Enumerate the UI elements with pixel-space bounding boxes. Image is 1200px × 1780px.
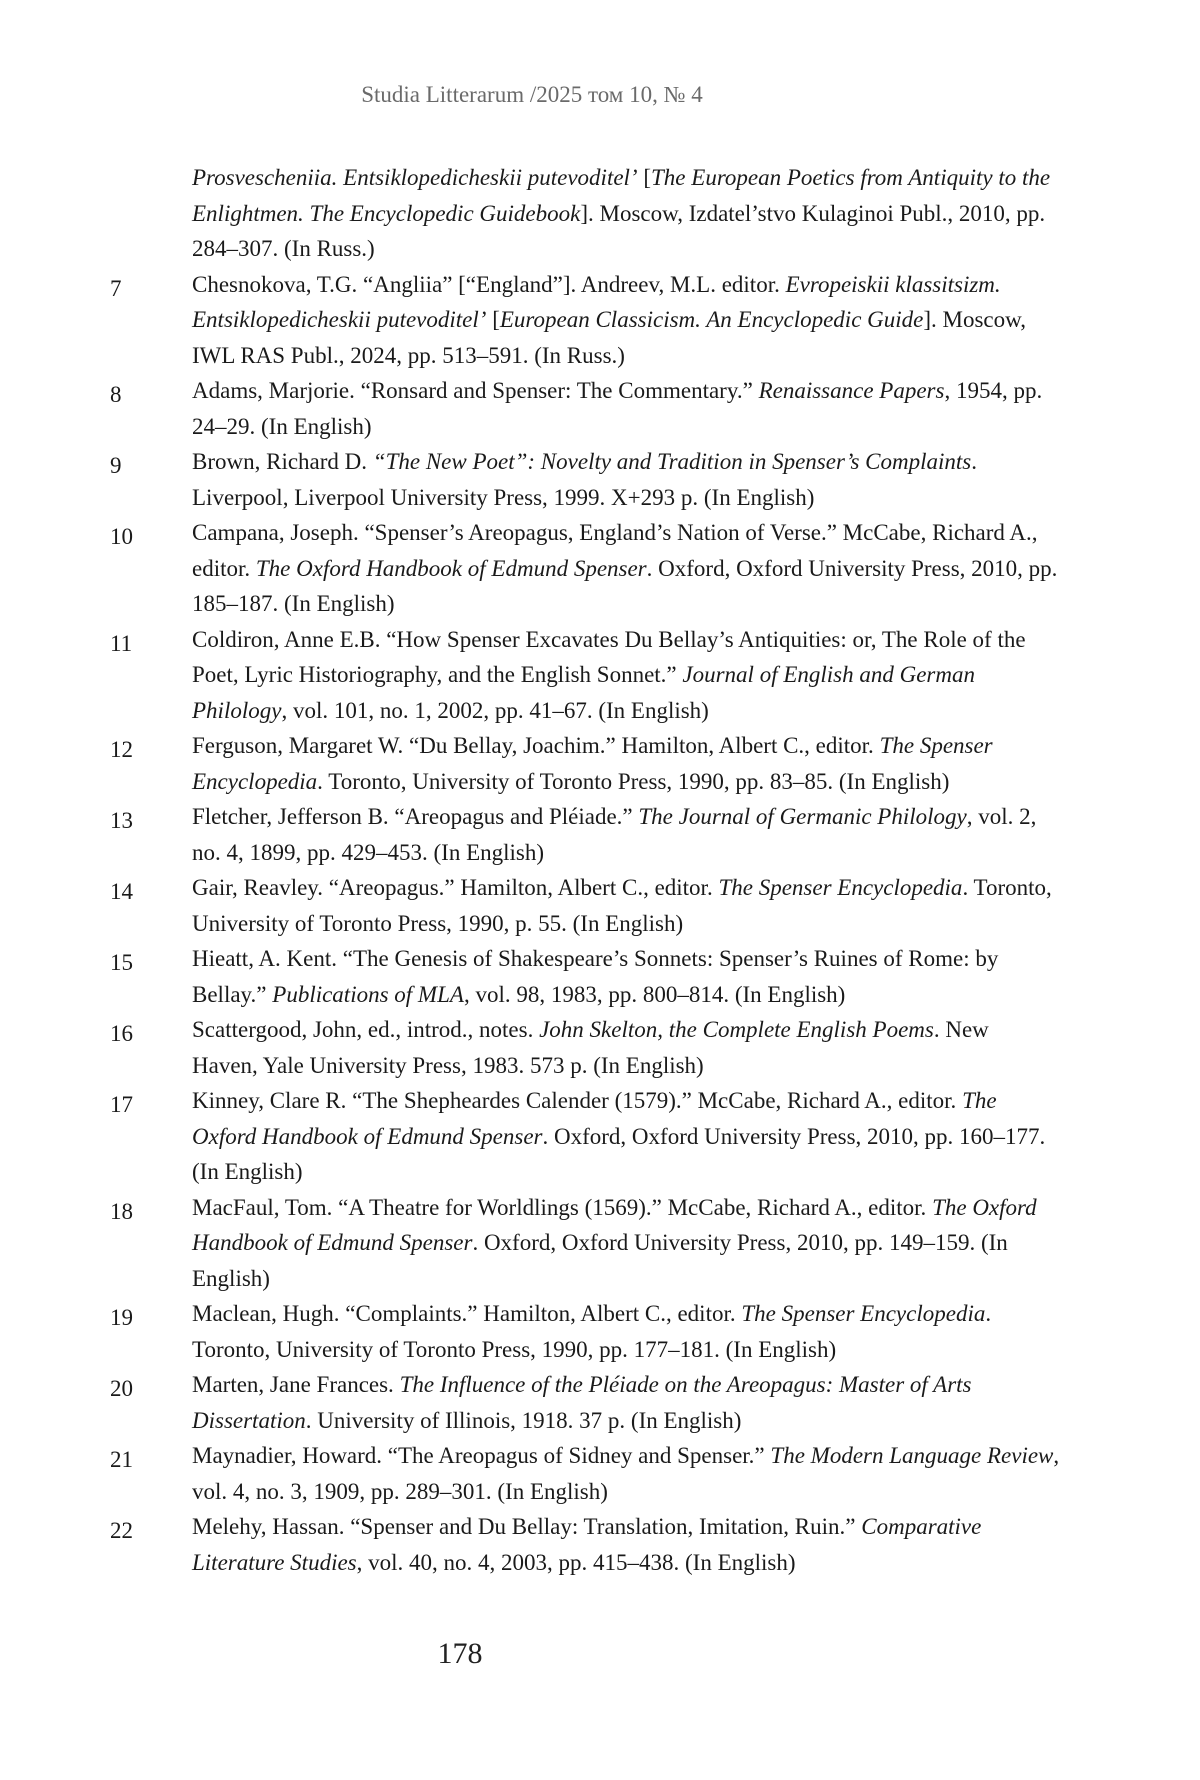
reference-number: 16 xyxy=(110,1021,133,1046)
reference-text-segment: MacFaul, Tom. “A Theatre for Worldlings (1569).” McCabe, Richard A., editor. xyxy=(192,1194,933,1220)
reference-number: 22 xyxy=(110,1518,133,1543)
reference-text xyxy=(192,515,1060,622)
reference-title-italic: Prosvescheniia. Entsiklopedicheskii putevoditel’ xyxy=(192,165,638,190)
reference-number: 18 xyxy=(110,1198,133,1224)
reference-title-italic: Evropeiskii klassitsizm. Entsiklopedicheskii putevoditel’ xyxy=(192,271,1001,332)
reference-number: 17 xyxy=(110,1092,133,1117)
reference-text-segment: . Toronto, University of Toronto Press, 1990, pp. 83–85. (In English) xyxy=(317,768,950,794)
reference-text-segment: Ferguson, Margaret W. “Du Bellay, Joachim.” Hamilton, Albert C., editor. xyxy=(192,733,880,758)
page-number: 178 xyxy=(437,1637,483,1670)
reference-text xyxy=(192,799,1060,870)
reference-number: 14 xyxy=(110,879,133,904)
reference-number: 8 xyxy=(110,382,122,407)
reference-title-italic: The European Poetics from Antiquity to the Enlightmen. The Encyclopedic Guidebook xyxy=(192,165,1051,226)
reference-text-segment: , vol. 4, no. 3, 1909, pp. 289–301. (In English) xyxy=(192,1443,1060,1504)
reference-text-segment: , 1954, pp. 24–29. (In English) xyxy=(192,378,1043,439)
reference-text-segment: , vol. 98, 1983, pp. 800–814. (In English) xyxy=(463,981,846,1007)
reference-text-segment: . Liverpool, Liverpool University Press, 1999. X+293 p. (In English) xyxy=(192,449,977,510)
reference-entry xyxy=(110,1367,1060,1438)
reference-entry xyxy=(110,267,1060,374)
reference-title-italic: The Modern Language Review xyxy=(770,1443,1054,1468)
reference-title-italic: The Oxford Handbook of Edmund Spenser xyxy=(192,1088,997,1149)
reference-entry xyxy=(110,444,1060,515)
reference-text-segment: Hieatt, A. Kent. “The Genesis of Shakespeare’s Sonnets: Spenser’s Ruines of Rome: by Bellay.” xyxy=(192,946,999,1007)
reference-entry xyxy=(110,870,1060,941)
reference-text-segment: . Oxford, Oxford University Press, 2010, pp. 149–159. (In English) xyxy=(192,1230,1008,1291)
reference-text-segment: [ xyxy=(486,307,500,332)
reference-text xyxy=(192,870,1060,941)
running-header: Studia Litterarum /2025 том 10, № 4 xyxy=(361,82,703,107)
reference-list xyxy=(110,160,1060,1580)
reference-entry xyxy=(110,515,1060,622)
reference-text-segment: . Oxford, Oxford University Press, 2010, pp. 160–177. (In English) xyxy=(192,1123,1046,1184)
reference-text-segment: , vol. 101, no. 1, 2002, pp. 41–67. (In English) xyxy=(281,697,709,723)
reference-text-segment: Fletcher, Jefferson B. “Areopagus and Pléiade.” xyxy=(192,804,639,829)
reference-entry xyxy=(110,1083,1060,1190)
reference-text-segment: Brown, Richard D. xyxy=(192,449,373,474)
reference-text xyxy=(192,728,1060,799)
reference-text xyxy=(192,1012,1060,1083)
reference-text-segment: Scattergood, John, ed., introd., notes. xyxy=(192,1017,540,1042)
reference-text xyxy=(192,622,1060,729)
reference-text xyxy=(192,1083,1060,1190)
reference-entry xyxy=(110,1296,1060,1367)
reference-title-italic: Journal of English and German Philology xyxy=(192,662,975,723)
reference-title-italic: The Oxford Handbook of Edmund Spenser xyxy=(192,1194,1037,1255)
reference-number: 13 xyxy=(110,808,133,833)
reference-entry xyxy=(110,622,1060,729)
reference-text-segment: , vol. 2, no. 4, 1899, pp. 429–453. (In English) xyxy=(192,804,1037,865)
reference-text xyxy=(192,1190,1060,1297)
reference-title-italic: The Journal of Germanic Philology xyxy=(638,804,967,829)
reference-text-segment: . Oxford, Oxford University Press, 2010, pp. 185–187. (In English) xyxy=(192,555,1058,616)
reference-text-segment: Marten, Jane Frances. xyxy=(192,1372,400,1397)
reference-title-italic: “The New Poet”: Novelty and Tradition in Spenser’s Complaints xyxy=(372,449,972,474)
reference-title-italic: European Classicism. An Encyclopedic Guide xyxy=(499,307,924,332)
reference-number: 15 xyxy=(110,950,133,975)
reference-number: 11 xyxy=(110,630,133,656)
reference-text-segment: [ xyxy=(637,165,652,190)
reference-title-italic: Publications of MLA xyxy=(272,981,464,1007)
reference-text-segment: Chesnokova, T.G. “Angliia” [“England”]. Andreev, M.L. editor. xyxy=(192,271,786,297)
reference-number: 9 xyxy=(110,453,122,478)
reference-text-segment: Maclean, Hugh. “Complaints.” Hamilton, Albert C., editor. xyxy=(192,1301,742,1326)
reference-text-segment: . University of Illinois, 1918. 37 p. (In English) xyxy=(305,1407,742,1433)
reference-text xyxy=(192,373,1060,444)
reference-text-segment: ]. Moscow, Izdatel’stvo Kulaginoi Publ., 2010, pp. 284–307. (In Russ.) xyxy=(192,200,1046,261)
reference-number xyxy=(110,160,192,164)
reference-title-italic: The Spenser Encyclopedia xyxy=(718,875,963,900)
reference-entry xyxy=(110,1438,1060,1509)
reference-title-italic: The Influence of the Pléiade on the Areopagus: Master of Arts Dissertation xyxy=(192,1372,972,1433)
reference-text-segment: Maynadier, Howard. “The Areopagus of Sidney and Spenser.” xyxy=(192,1443,771,1468)
reference-title-italic: Comparative Literature Studies xyxy=(192,1514,982,1575)
reference-title-italic: Renaissance Papers xyxy=(758,378,945,403)
reference-text xyxy=(192,1367,1060,1438)
reference-title-italic: John Skelton, the Complete English Poems xyxy=(539,1017,934,1042)
reference-entry xyxy=(110,1190,1060,1297)
reference-text-segment: . Toronto, University of Toronto Press, 1990, p. 55. (In English) xyxy=(192,875,1052,936)
reference-entry xyxy=(110,799,1060,870)
reference-entry xyxy=(110,373,1060,444)
reference-entry xyxy=(110,160,1060,267)
reference-text xyxy=(192,444,1060,515)
reference-text-segment: ]. Moscow, IWL RAS Publ., 2024, pp. 513–591. (In Russ.) xyxy=(192,307,1027,368)
reference-number: 19 xyxy=(110,1305,133,1330)
reference-number: 12 xyxy=(110,737,133,762)
reference-text xyxy=(192,1509,1060,1580)
reference-entry xyxy=(110,1012,1060,1083)
reference-entry xyxy=(110,728,1060,799)
reference-text-segment: Campana, Joseph. “Spenser’s Areopagus, England’s Nation of Verse.” McCabe, Richard A., editor. xyxy=(192,520,1038,581)
reference-title-italic: The Spenser Encyclopedia xyxy=(741,1301,986,1326)
reference-title-italic: The Spenser Encyclopedia xyxy=(192,733,993,794)
reference-text xyxy=(192,1438,1060,1509)
reference-text-segment: . Toronto, University of Toronto Press, 1990, pp. 177–181. (In English) xyxy=(192,1301,992,1362)
reference-text xyxy=(192,941,1060,1012)
reference-text-segment: Melehy, Hassan. “Spenser and Du Bellay: Translation, Imitation, Ruin.” xyxy=(192,1514,862,1539)
reference-text xyxy=(192,267,1060,374)
reference-entry xyxy=(110,1509,1060,1580)
reference-text-segment: Gair, Reavley. “Areopagus.” Hamilton, Albert C., editor. xyxy=(192,875,719,900)
reference-text-segment: , vol. 40, no. 4, 2003, pp. 415–438. (In English) xyxy=(356,1549,796,1575)
reference-number: 10 xyxy=(110,524,133,549)
reference-title-italic: The Oxford Handbook of Edmund Spenser xyxy=(255,555,647,581)
reference-entry xyxy=(110,941,1060,1012)
reference-text xyxy=(192,160,1060,267)
reference-text-segment: Kinney, Clare R. “The Shepheardes Calender (1579).” McCabe, Richard A., editor. xyxy=(192,1088,963,1113)
reference-text-segment: Adams, Marjorie. “Ronsard and Spenser: The Commentary.” xyxy=(192,378,759,403)
reference-number: 20 xyxy=(110,1376,133,1401)
reference-number: 21 xyxy=(110,1447,133,1472)
reference-text xyxy=(192,1296,1060,1367)
reference-text-segment: . New Haven, Yale University Press, 1983. 573 p. (In English) xyxy=(192,1017,989,1078)
reference-text-segment: Coldiron, Anne E.B. “How Spenser Excavates Du Bellay’s Antiquities: or, The Role of the Poet, Lyric Historiography, and the English Sonnet.” xyxy=(192,626,1026,687)
reference-number: 7 xyxy=(110,275,122,301)
